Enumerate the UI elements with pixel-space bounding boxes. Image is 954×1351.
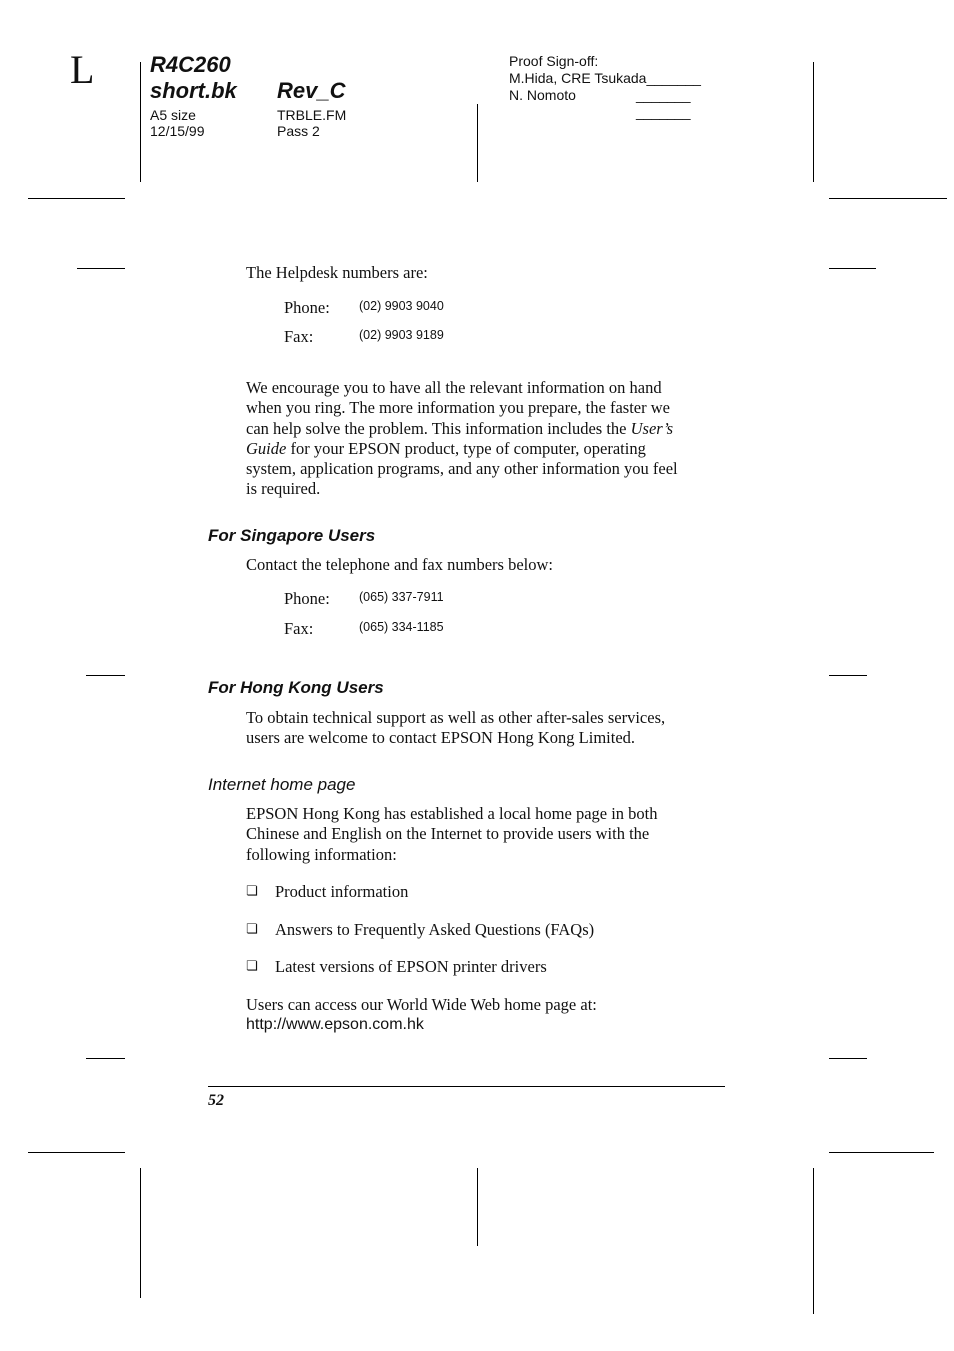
trim-mark-mid-right <box>829 675 867 676</box>
singapore-phone-value: (065) 337-7911 <box>359 590 444 604</box>
encourage-line-4 <box>246 439 746 459</box>
encourage-line-5: system, application programs, and any other information you feel <box>246 459 678 479</box>
checkbox-bullet-icon: ❏ <box>246 959 258 974</box>
trim-mark-upper-left <box>77 268 125 269</box>
crop-mark-top-right-vertical <box>813 62 814 182</box>
hong-kong-heading: For Hong Kong Users <box>208 678 384 697</box>
encourage-line-3-text: can help solve the problem. This information includes the <box>246 418 631 438</box>
book-name: short.bk <box>150 78 237 103</box>
crop-mark-bottom-right-horizontal <box>829 1152 934 1153</box>
crop-mark-bottom-left-vertical <box>140 1168 141 1298</box>
info-list <box>246 882 746 977</box>
encourage-line-2: when you ring. The more information you prepare, the faster we <box>246 398 670 418</box>
crop-mark-top-center-vertical <box>477 104 478 182</box>
helpdesk-fax-value: (02) 9903 9189 <box>359 328 444 342</box>
list-item <box>246 920 746 940</box>
page-size: A5 size <box>150 107 196 123</box>
helpdesk-phone-value: (02) 9903 9040 <box>359 299 444 313</box>
home-page-line-3: following information: <box>246 844 397 864</box>
list-item-text: Latest versions of EPSON printer drivers <box>275 957 547 976</box>
home-page-line-2: Chinese and English on the Internet to provide users with the <box>246 824 650 844</box>
file-name: TRBLE.FM <box>277 107 347 123</box>
proof-line-1: M.Hida, CRE Tsukada_______ <box>509 70 701 86</box>
singapore-fax-value: (065) 334-1185 <box>359 620 444 634</box>
doc-date: 12/15/99 <box>150 123 205 139</box>
users-guide-title-part-1: User’s <box>630 418 674 438</box>
trim-mark-lower-left <box>86 1058 125 1059</box>
singapore-phone-label: Phone: <box>284 589 330 608</box>
helpdesk-phone-label: Phone: <box>284 298 330 317</box>
access-text: Users can access our World Wide Web home page at: <box>246 995 597 1014</box>
list-item-text: Product information <box>275 882 409 901</box>
crop-mark-bottom-right-vertical <box>813 1168 814 1314</box>
hong-kong-support-line-1: To obtain technical support as well as other after-sales services, <box>246 708 666 727</box>
crop-mark-top-right-horizontal <box>829 198 947 199</box>
home-page-url-link[interactable]: http://www.epson.com.hk <box>246 1016 424 1033</box>
list-item <box>246 882 746 902</box>
encourage-line-3 <box>246 419 746 439</box>
singapore-intro: Contact the telephone and fax numbers below: <box>246 555 553 574</box>
proof-blank-2: _______ <box>636 87 691 103</box>
hong-kong-support-line-2: users are welcome to contact EPSON Hong Kong Limited. <box>246 728 636 748</box>
crop-mark-bottom-center-vertical <box>477 1168 478 1246</box>
encourage-line-6: is required. <box>246 479 321 499</box>
internet-home-page-heading: Internet home page <box>208 775 356 794</box>
corner-letter: L <box>70 47 95 92</box>
list-item <box>246 957 746 977</box>
revision: Rev_C <box>277 78 346 103</box>
crop-mark-bottom-left-horizontal <box>28 1152 125 1153</box>
hong-kong-support-paragraph <box>246 708 746 749</box>
trim-mark-mid-left <box>86 675 125 676</box>
checkbox-bullet-icon: ❏ <box>246 922 258 937</box>
encourage-line-1: We encourage you to have all the relevant information on hand <box>246 378 662 397</box>
proof-line-2: N. Nomoto <box>509 87 576 103</box>
proof-title: Proof Sign-off: <box>509 53 599 69</box>
home-page-paragraph <box>246 804 746 865</box>
page-number: 52 <box>208 1092 224 1109</box>
checkbox-bullet-icon: ❏ <box>246 884 258 899</box>
trim-mark-upper-right <box>829 268 876 269</box>
encourage-line-4-text: for your EPSON product, type of computer, operating <box>286 438 646 458</box>
pass-number: Pass 2 <box>277 123 320 139</box>
proof-blank-3: _______ <box>636 104 691 120</box>
doc-id: R4C260 <box>150 52 231 77</box>
crop-mark-top-left-vertical <box>140 62 141 182</box>
encourage-paragraph <box>246 378 746 500</box>
helpdesk-fax-label: Fax: <box>284 327 314 346</box>
trim-mark-lower-right <box>829 1058 867 1059</box>
list-item-text: Answers to Frequently Asked Questions (FAQs) <box>275 920 595 939</box>
users-guide-title-part-2: Guide <box>246 438 287 458</box>
home-page-line-1: EPSON Hong Kong has established a local home page in both <box>246 804 658 823</box>
singapore-heading: For Singapore Users <box>208 526 376 545</box>
helpdesk-intro: The Helpdesk numbers are: <box>246 263 428 282</box>
crop-mark-top-left-horizontal <box>28 198 125 199</box>
singapore-fax-label: Fax: <box>284 619 314 638</box>
footer-rule <box>208 1086 725 1087</box>
